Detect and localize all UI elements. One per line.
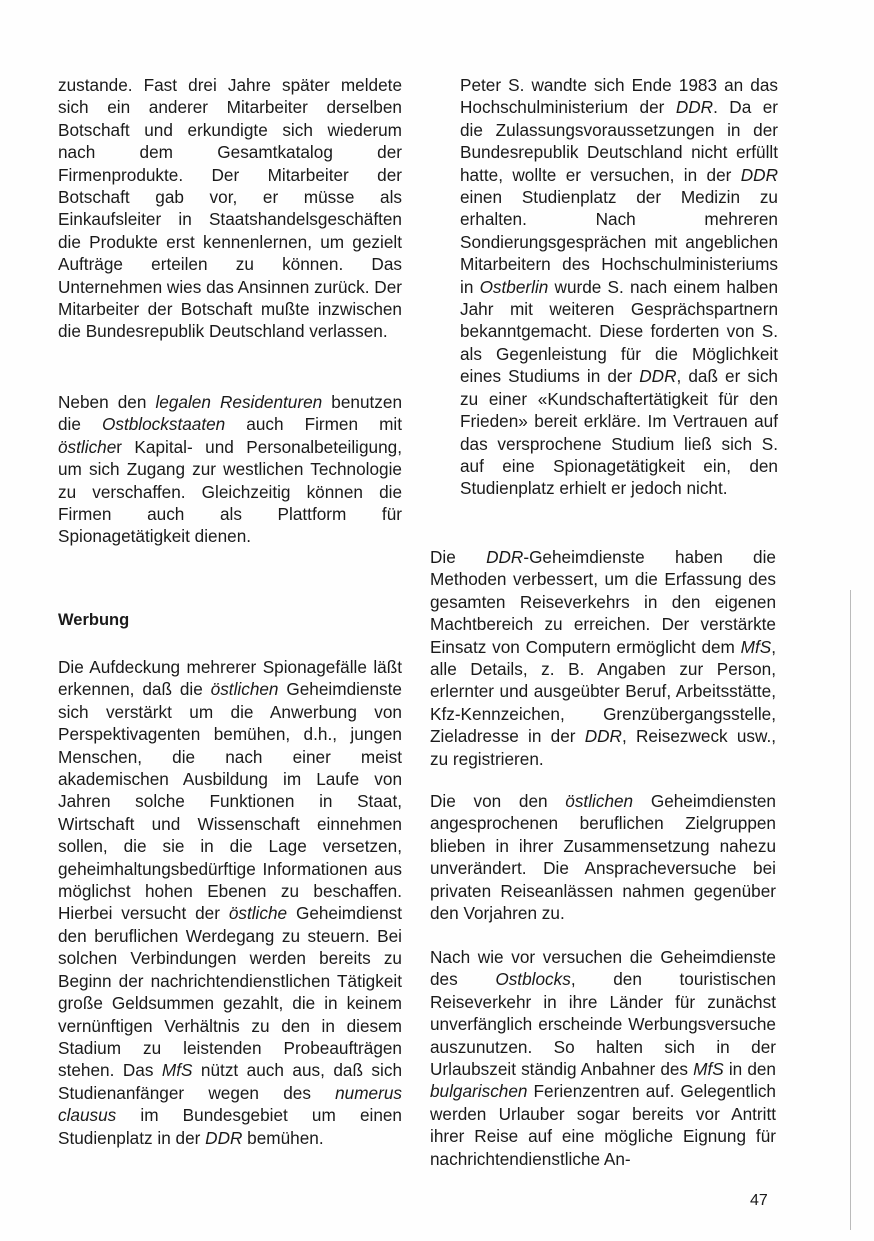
left-column-residenturen [58,391,402,548]
paragraph-perspective-agents: Die Aufdeckung mehrerer Spionagefälle läßt erkennen, daß die östlichen Geheimdienste sich verstärkt um die Anwerbung von Perspektivagenten bemühen, d.h., jungen Menschen, die nach einer meist akademischen Ausbildung im Laufe von Jahren solche Funktionen in Staat, Wirtschaft und Wissenschaft einnehmen sollen, die sie in die Lage versetzen, geheimhaltungsbedürftige Informationen aus möglichst hohen Ebenen zu beschaffen. Hierbei versucht der östliche Geheimdienst den beruflichen Werdegang zu steuern. Bei solchen Verbindungen werden bereits zu Beginn der nachrichtendienstlichen Tätigkeit große Geldsummen gezahlt, die in keinem vernünftigen Verhältnis zu den in diesem Stadium zu leistenden Probeaufträgen stehen. Das MfS nützt auch aus, daß sich Studienanfänger wegen des numerus clausus im Bundesgebiet um einen Studienplatz in der DDR bemühen. [58,657,403,1148]
right-column-tourism [430,946,776,1170]
paragraph-tourism-recruitment: Nach wie vor versuchen die Geheimdienste des Ostblocks, den touristischen Reiseverkehr in ihre Länder für zunächst unverfänglich erscheinde Werbungsversuche auszunutzen. So halten sich in der Urlaubszeit ständig Anbahner des MfS in den bulgarischen Ferienzentren auf. Gelegentlich werden Urlauber sogar bereits vor Antritt ihrer Reise auf eine mögliche Eignung für nachrichtendienstliche An- [430,947,776,1169]
section-heading-werbung: Werbung [58,611,130,629]
right-column-travel [430,546,776,770]
right-column-peter-s [460,74,778,500]
page-number: 47 [750,1192,768,1209]
scan-edge-line [850,590,851,1230]
paragraph-embassy-inquiry: zustande. Fast drei Jahre später meldete sich ein anderer Mitarbeiter derselben Botschaft und erkundigte sich wiederum nach dem Gesamtkatalog der Firmenprodukte. Der Mitarbeiter der Botschaft gab vor, er müsse als Einkaufsleiter in Staatshandelsgeschäften die Produkte erst kennenlernen, um gezielt Aufträge erteilen zu können. Das Unternehmen wies das Ansinnen zurück. Der Mitarbeiter der Botschaft mußte inzwischen die Bundesrepublik Deutschland verlassen. [58,75,402,342]
paragraph-peter-s: Peter S. wandte sich Ende 1983 an das Hochschulministerium der DDR. Da er die Zulassungsvoraussetzungen in der Bundesrepublik Deutschland nicht erfüllt hatte, wollte er versuchen, in der DDR einen Studienplatz der Medizin zu erhalten. Nach mehreren Sondierungsgesprächen mit angeblichen Mitarbeitern des Hochschulministeriums in Ostberlin wurde S. nach einem halben Jahr mit weiteren Gesprächspartnern bekanntgemacht. Diese forderten von S. als Gegenleistung für die Möglichkeit eines Studiums in der DDR, daß er sich zu einer «Kundschaftertätigkeit für den Frieden» bereit erkläre. Im Vertrauen auf das versprochene Studium ließ sich S. auf eine Spionagetätigkeit ein, den Studienplatz erhielt er jedoch nicht. [460,75,778,499]
left-column-werbung [58,656,402,1149]
paragraph-legal-residenturen: Neben den legalen Residenturen benutzen die Ostblockstaaten auch Firmen mit östlicher Kapital- und Personalbeteiligung, um sich Zugang zur westlichen Technologie zu verschaffen. Gleichzeitig können die Firmen auch als Plattform für Spionagetätigkeit dienen. [58,392,403,547]
right-column-target-groups [430,790,776,924]
left-column-top [58,74,402,343]
paragraph-travel-registration: Die DDR-Geheimdienste haben die Methoden verbessert, um die Erfassung des gesamten Reiseverkehrs in den eigenen Machtbereich zu erreichen. Der verstärkte Einsatz von Computern ermöglicht dem MfS, alle Details, z. B. Angaben zur Person, erlernter und ausgeübter Beruf, Arbeitsstätte, Kfz-Kennzeichen, Grenzübergangsstelle, Zieladresse in der DDR, Reisezweck usw., zu registrieren. [430,547,777,769]
paragraph-target-groups: Die von den östlichen Geheimdiensten angesprochenen beruflichen Zielgruppen blieben in ihrer Zusammensetzung nahezu unverändert. Die Anspracheversuche bei privaten Reiseanlässen nahmen gegenüber den Vorjahren zu. [430,791,776,924]
